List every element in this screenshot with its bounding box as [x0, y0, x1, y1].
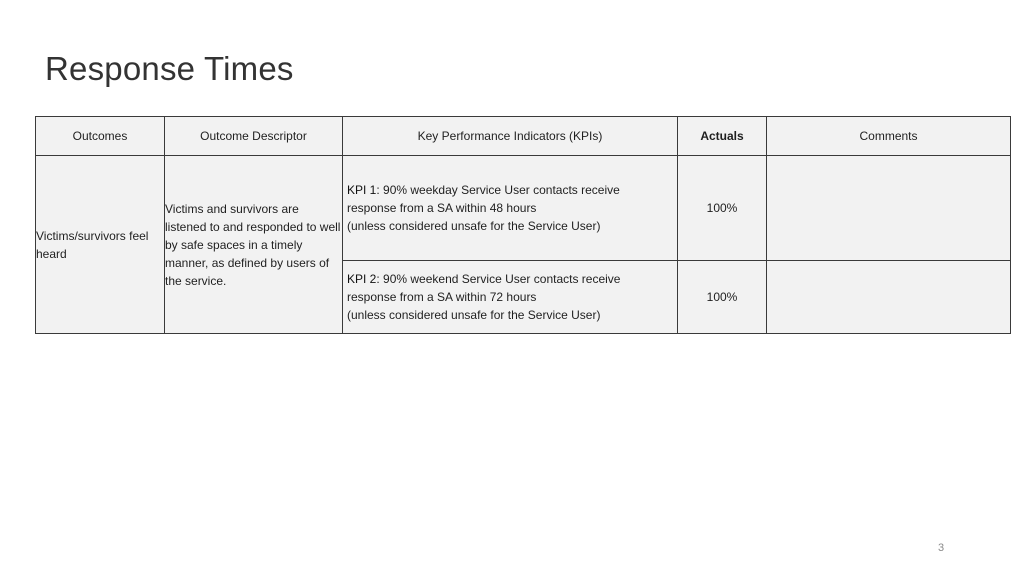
kpi-line: (unless considered unsafe for the Service User) — [347, 308, 601, 322]
kpi-cell — [343, 156, 678, 261]
header-actuals: Actuals — [678, 117, 767, 156]
table-row — [36, 156, 1011, 261]
kpi-text: : 90% weekend Service User contacts receive — [376, 272, 621, 286]
header-kpis: Key Performance Indicators (KPIs) — [343, 117, 678, 156]
kpi-text: : 90% weekday Service User contacts receive — [376, 183, 620, 197]
page-number: 3 — [938, 542, 945, 554]
header-outcome-descriptor: Outcome Descriptor — [165, 117, 343, 156]
comment-cell — [767, 261, 1011, 334]
kpi-line — [347, 270, 677, 288]
page-title: Response Times — [45, 50, 294, 87]
kpi-table — [35, 116, 1011, 334]
kpi-line: response from a SA within 72 hours — [347, 290, 537, 304]
outcome-descriptor-cell: Victims and survivors are listened to and responded to well by safe spaces in a timely manner, as defined by users of the service. — [165, 156, 343, 334]
actual-cell: 100% — [678, 261, 767, 334]
kpi-line — [347, 181, 677, 199]
kpi-line: (unless considered unsafe for the Service User) — [347, 219, 601, 233]
kpi-cell — [343, 261, 678, 334]
table-header-row — [36, 117, 1011, 156]
header-outcomes: Outcomes — [36, 117, 165, 156]
kpi-label: KPI 1 — [347, 183, 377, 197]
header-comments: Comments — [767, 117, 1011, 156]
actual-cell: 100% — [678, 156, 767, 261]
kpi-label: KPI 2 — [347, 272, 377, 286]
kpi-line: response from a SA within 48 hours — [347, 201, 537, 215]
comment-cell — [767, 156, 1011, 261]
outcome-cell: Victims/survivors feel heard — [36, 156, 165, 334]
